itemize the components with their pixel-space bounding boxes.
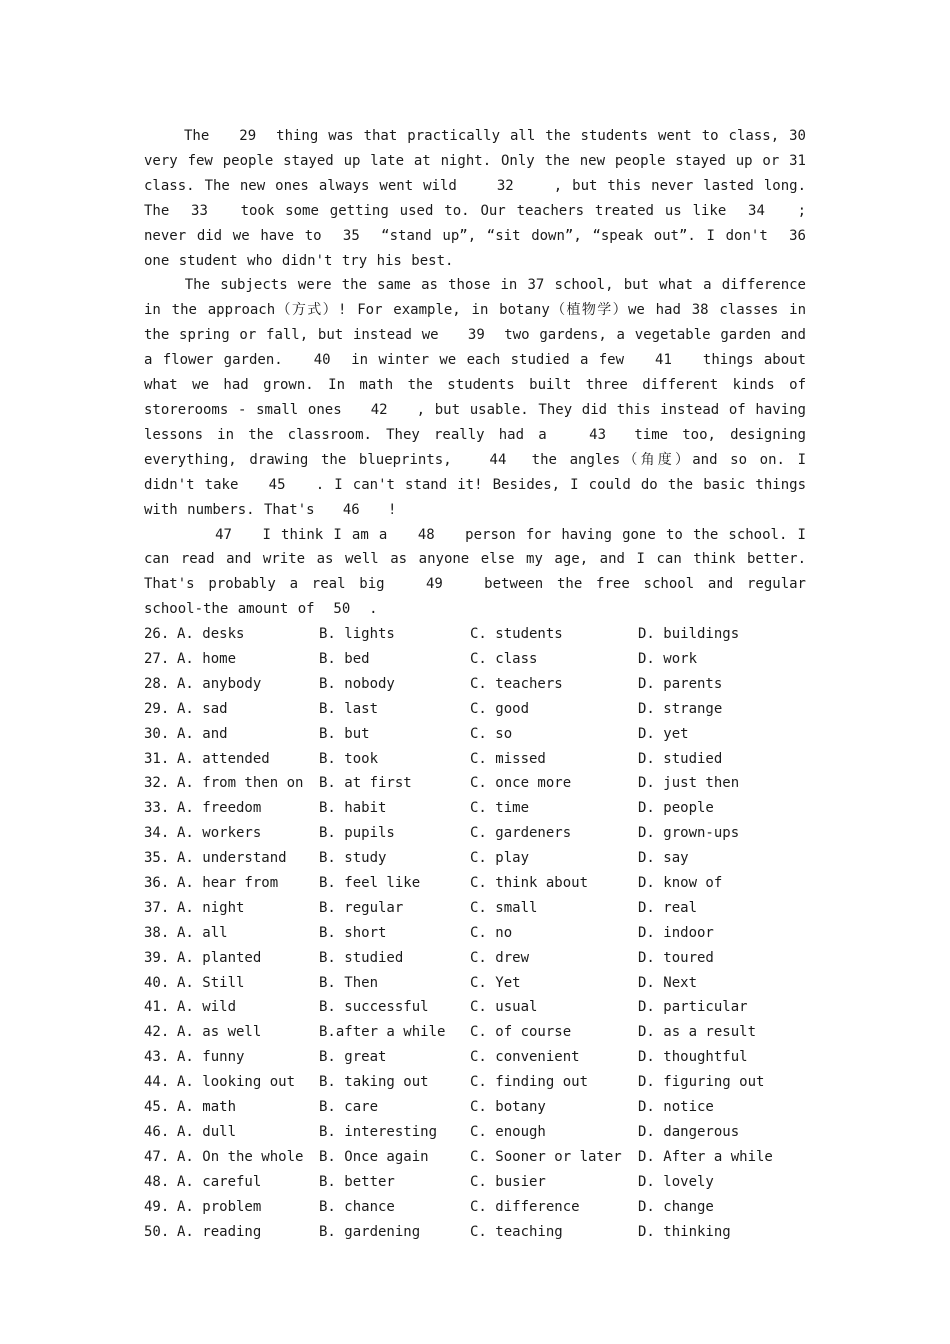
option-a: A. understand xyxy=(177,850,287,867)
question-number: 31. xyxy=(144,750,170,767)
option-a: A. planted xyxy=(177,949,262,966)
question-number: 42. xyxy=(144,1024,170,1041)
option-c: C. convenient xyxy=(470,1049,580,1066)
option-a: A. math xyxy=(177,1099,237,1116)
question-number: 46. xyxy=(144,1123,170,1140)
option-b: B. took xyxy=(319,750,379,767)
option-c: C. of course xyxy=(470,1024,572,1041)
option-a: A. freedom xyxy=(177,800,262,817)
question-row xyxy=(144,971,806,996)
option-c: C. finding out xyxy=(470,1074,589,1091)
option-d: D. yet xyxy=(638,725,689,742)
option-c: C. usual xyxy=(470,999,538,1016)
question-row xyxy=(144,921,806,946)
question-row xyxy=(144,1020,806,1045)
option-a: A. problem xyxy=(177,1198,262,1215)
question-row xyxy=(144,1195,806,1220)
question-number: 35. xyxy=(144,850,170,867)
option-a: A. attended xyxy=(177,750,270,767)
question-row xyxy=(144,796,806,821)
option-c: C. enough xyxy=(470,1123,546,1140)
option-c: C. good xyxy=(470,700,530,717)
option-d: D. as a result xyxy=(638,1024,757,1041)
option-a: A. and xyxy=(177,725,228,742)
option-a: A. sad xyxy=(177,700,228,717)
question-number: 39. xyxy=(144,949,170,966)
option-d: D. lovely xyxy=(638,1173,714,1190)
option-d: D. Next xyxy=(638,974,698,991)
answer-options-list xyxy=(144,622,806,1244)
question-row xyxy=(144,871,806,896)
question-row xyxy=(144,896,806,921)
question-row xyxy=(144,622,806,647)
passage-paragraph-2: The subjects were the same as those in 37 school, but what a difference in the approach（方式）! For example, in botany（植物学）we had 38 classes in the spring or fall, but instead we 39 two gardens, a vegetable garden and a flower garden. 40 in winter we each studied a few 41 things about what we had grown. In math the students built three different kinds of storerooms - small ones 42 , but usable. They did this instead of having lessons in the classroom. They really had a 43 time too, designing everything, drawing the blueprints, 44 the angles（角度）and so on. I didn't take 45 . I can't stand it! Besides, I could do the basic things with numbers. That's 46 ! xyxy=(144,277,816,518)
option-a: A. hear from xyxy=(177,875,279,892)
document-page xyxy=(144,124,863,1244)
option-a: A. careful xyxy=(177,1173,262,1190)
question-row xyxy=(144,697,806,722)
question-number: 27. xyxy=(144,651,170,668)
question-number: 48. xyxy=(144,1173,170,1190)
option-d: D. people xyxy=(638,800,714,817)
option-a: A. all xyxy=(177,924,228,941)
question-row xyxy=(144,1145,806,1170)
question-number: 49. xyxy=(144,1198,170,1215)
question-number: 29. xyxy=(144,700,170,717)
option-b: B. care xyxy=(319,1099,379,1116)
option-b: B. habit xyxy=(319,800,387,817)
option-b: B. interesting xyxy=(319,1123,438,1140)
question-row xyxy=(144,1070,806,1095)
option-c: C. difference xyxy=(470,1198,580,1215)
option-d: D. indoor xyxy=(638,924,714,941)
question-row xyxy=(144,747,806,772)
option-b: B. great xyxy=(319,1049,387,1066)
question-row xyxy=(144,821,806,846)
passage-paragraph-1: The 29 thing was that practically all the students went to class, 30 very few people stayed up late at night. Only the new people stayed up or 31 class. The new ones always went wild 32 , but this never lasted long. The 33 took some getting used to. Our teachers treated us like 34 ; never did we have to 35 “stand up”, “sit down”, “speak out”. I don't 36 one student who didn't try his best. xyxy=(144,128,863,269)
option-b: B. at first xyxy=(319,775,412,792)
option-d: D. dangerous xyxy=(638,1123,740,1140)
option-a: A. dull xyxy=(177,1123,237,1140)
option-c: C. play xyxy=(470,850,530,867)
option-d: D. thoughtful xyxy=(638,1049,748,1066)
option-a: A. anybody xyxy=(177,675,262,692)
passage-paragraph-3: 47 I think I am a 48 person for having gone to the school. I can read and write as well as anyone else my age, and I can think better. That's probably a real big 49 between the free school and regular school-the amount of 50 . xyxy=(144,526,816,618)
option-c: C. small xyxy=(470,899,538,916)
option-c: C. Yet xyxy=(470,974,521,991)
question-number: 38. xyxy=(144,924,170,941)
option-c: C. so xyxy=(470,725,513,742)
option-b: B. gardening xyxy=(319,1223,421,1240)
option-b: B. last xyxy=(319,700,379,717)
question-row xyxy=(144,1170,806,1195)
option-d: D. thinking xyxy=(638,1223,731,1240)
option-d: D. notice xyxy=(638,1099,714,1116)
question-number: 45. xyxy=(144,1099,170,1116)
option-b: B. Once again xyxy=(319,1148,429,1165)
option-b: B. lights xyxy=(319,626,395,643)
question-row xyxy=(144,1045,806,1070)
option-d: D. change xyxy=(638,1198,714,1215)
option-d: D. know of xyxy=(638,875,723,892)
question-number: 37. xyxy=(144,899,170,916)
question-row xyxy=(144,672,806,697)
option-d: D. real xyxy=(638,899,698,916)
option-a: A. reading xyxy=(177,1223,262,1240)
option-b: B. short xyxy=(319,924,387,941)
question-number: 44. xyxy=(144,1074,170,1091)
option-c: C. no xyxy=(470,924,513,941)
option-d: D. buildings xyxy=(638,626,740,643)
question-row xyxy=(144,946,806,971)
question-number: 40. xyxy=(144,974,170,991)
option-d: D. parents xyxy=(638,675,723,692)
option-c: C. drew xyxy=(470,949,530,966)
option-b: B. studied xyxy=(319,949,404,966)
question-number: 28. xyxy=(144,675,170,692)
option-d: D. particular xyxy=(638,999,748,1016)
option-a: A. On the whole xyxy=(177,1148,304,1165)
option-b: B. bed xyxy=(319,651,370,668)
option-a: A. night xyxy=(177,899,245,916)
option-c: C. busier xyxy=(470,1173,546,1190)
option-a: A. looking out xyxy=(177,1074,296,1091)
question-row xyxy=(144,1220,806,1245)
option-b: B. chance xyxy=(319,1198,395,1215)
option-b: B. pupils xyxy=(319,825,395,842)
question-row xyxy=(144,846,806,871)
option-d: D. studied xyxy=(638,750,723,767)
question-number: 43. xyxy=(144,1049,170,1066)
option-b: B. better xyxy=(319,1173,395,1190)
question-row xyxy=(144,647,806,672)
option-d: D. figuring out xyxy=(638,1074,765,1091)
option-c: C. gardeners xyxy=(470,825,572,842)
option-a: A. funny xyxy=(177,1049,245,1066)
option-d: D. strange xyxy=(638,700,723,717)
option-b: B. Then xyxy=(319,974,379,991)
option-c: C. teaching xyxy=(470,1223,563,1240)
question-number: 33. xyxy=(144,800,170,817)
option-b: B. study xyxy=(319,850,387,867)
option-b: B. taking out xyxy=(319,1074,429,1091)
question-number: 36. xyxy=(144,875,170,892)
question-row xyxy=(144,771,806,796)
option-b: B. feel like xyxy=(319,875,421,892)
question-row xyxy=(144,995,806,1020)
question-number: 26. xyxy=(144,626,170,643)
option-a: A. wild xyxy=(177,999,237,1016)
option-a: A. from then on xyxy=(177,775,304,792)
question-number: 47. xyxy=(144,1148,170,1165)
option-a: A. as well xyxy=(177,1024,262,1041)
option-b: B.after a while xyxy=(319,1024,446,1041)
option-c: C. students xyxy=(470,626,563,643)
option-d: D. say xyxy=(638,850,689,867)
option-c: C. botany xyxy=(470,1099,546,1116)
question-number: 32. xyxy=(144,775,170,792)
question-row xyxy=(144,722,806,747)
question-number: 50. xyxy=(144,1223,170,1240)
question-number: 34. xyxy=(144,825,170,842)
option-a: A. home xyxy=(177,651,237,668)
option-d: D. grown-ups xyxy=(638,825,740,842)
option-c: C. once more xyxy=(470,775,572,792)
option-d: D. toured xyxy=(638,949,714,966)
question-number: 41. xyxy=(144,999,170,1016)
option-c: C. think about xyxy=(470,875,589,892)
question-row xyxy=(144,1095,806,1120)
option-b: B. successful xyxy=(319,999,429,1016)
option-c: C. missed xyxy=(470,750,546,767)
option-b: B. nobody xyxy=(319,675,395,692)
option-d: D. just then xyxy=(638,775,740,792)
option-c: C. Sooner or later xyxy=(470,1148,622,1165)
question-row xyxy=(144,1120,806,1145)
question-number: 30. xyxy=(144,725,170,742)
option-a: A. desks xyxy=(177,626,245,643)
option-a: A. workers xyxy=(177,825,262,842)
option-d: D. After a while xyxy=(638,1148,773,1165)
option-d: D. work xyxy=(638,651,698,668)
option-c: C. teachers xyxy=(470,675,563,692)
option-a: A. Still xyxy=(177,974,245,991)
option-b: B. but xyxy=(319,725,370,742)
option-b: B. regular xyxy=(319,899,404,916)
option-c: C. class xyxy=(470,651,538,668)
option-c: C. time xyxy=(470,800,530,817)
